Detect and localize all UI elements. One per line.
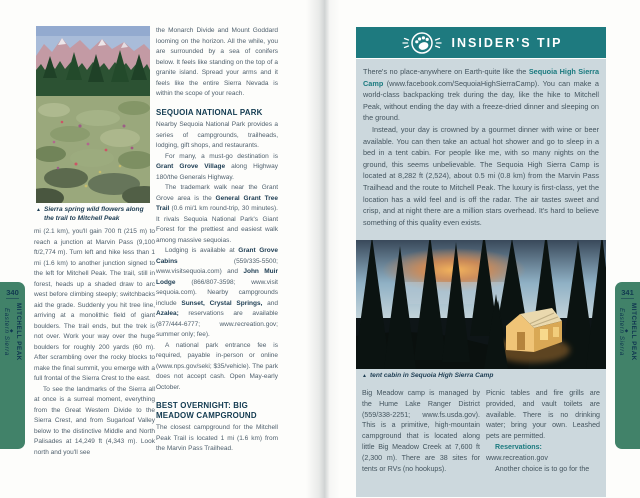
tip-bottom-left-column bbox=[362, 388, 480, 474]
text-run: (0.6 mi/1 km round-trip, 30 minutes). It rivals Sequoia National Park's Giant Forest for the prettiest and easiest walk among massive sequoias. bbox=[156, 205, 278, 244]
text-run: Instead, your day is crowned by a gourmet dinner with wine or beer available. You can then take an actual hot shower and go to sleep in a bed in a tent cabin. For people like me, with so many nights on the ground, this seems unbelievable. The Sequoia High Sierra Camp is located at 8,282 ft (2,524), about 0.5 mi (0.8 km) from the Marvin Pass Trailhead and the route to Mitchell Peak. The luxury is first-class, yet the location has a wild feel and is off the radar. The air tastes sweet and crisp, and at night there are a million stars overhead. It's hard to believe something of this quality even exists. bbox=[363, 124, 599, 227]
bold-term: Grant Grove Village bbox=[156, 163, 226, 170]
text-run: (www.facebook.com/SequoiaHighSierraCamp). You can make a world-class backpacking trek during the day, like the hike to Mitchell Peak, without ending the day with a freeze-dried dinner and sleeping on the ground. bbox=[363, 78, 599, 123]
bold-term: Sunset, Crystal Springs, bbox=[181, 299, 263, 307]
tip-intro-text bbox=[363, 66, 599, 228]
caption-triangle-icon: ▲ bbox=[36, 207, 41, 213]
text-run: Nearby Sequoia National Park provides a series of campgrounds, trailheads, lodging, gift shops, and restaurants. bbox=[156, 121, 278, 149]
text-run: There's no place-anywhere on Earth-quite like the bbox=[363, 67, 529, 76]
page-number-341: 341 bbox=[621, 282, 634, 299]
tent-cabin-photo bbox=[356, 240, 606, 369]
text-run: Lodging is available at bbox=[165, 247, 239, 254]
text-run: The closest campground for the Mitchell Peak Trail is located 1 mi (1.6 km) from the Marvin Pass Trailhead. bbox=[156, 424, 278, 452]
body-paragraph bbox=[362, 388, 480, 474]
text-run: along Highway 180/the Generals Highway. bbox=[156, 163, 278, 181]
section-heading: BEST OVERNIGHT: BIG MEADOW CAMPGROUND bbox=[156, 401, 257, 420]
text-run: www.recreation.gov bbox=[486, 453, 548, 462]
bold-term: Reservations: bbox=[495, 442, 542, 451]
body-paragraph bbox=[486, 464, 600, 475]
right-tab-vertical-label bbox=[618, 303, 637, 361]
left-photo-caption bbox=[36, 206, 148, 223]
text-run: Another choice is to go for the bbox=[495, 464, 590, 473]
text-run: A national park entrance fee is required, payable in-person or online (www.nps.gov/seki; $35/vehicle). The park does not accept cash. Open May-early October. bbox=[156, 341, 278, 391]
bold-term: Grant Grove Cabins bbox=[156, 247, 278, 265]
body-paragraph bbox=[156, 341, 278, 394]
body-paragraph bbox=[363, 124, 599, 228]
tab-chapter-title: MITCHELL PEAK bbox=[630, 303, 637, 361]
bold-term: Azalea; bbox=[156, 310, 179, 317]
body-paragraph bbox=[156, 26, 278, 100]
caption-triangle-icon: ▲ bbox=[362, 373, 367, 379]
text-run: reservations are available (877/444-6777; www.recreation.gov; summer only; fee). bbox=[156, 310, 278, 338]
tip-bottom-right-column bbox=[486, 388, 600, 474]
body-paragraph bbox=[34, 227, 155, 385]
section-heading: SEQUOIA NATIONAL PARK bbox=[156, 107, 263, 117]
text-run: and bbox=[262, 299, 278, 307]
body-paragraph bbox=[156, 120, 278, 152]
body-paragraph bbox=[156, 423, 278, 455]
body-paragraph bbox=[156, 246, 278, 341]
text-run: mi (2.1 km), you'll gain 700 ft (215 m) to reach a junction at Marvin Pass (9,100 ft/2,774 m). Turn left and hike less than 1 mi (1.6 km) to another junction signed to the left for Mitchell Peak. The trail, still in forest, heads up a shaded draw to arc west before climbing steeply; switchbacks aid the grade. Suddenly you hit tree line, arriving at a monolithic field of giant boulders. The trail ends, but the trek is not over. Work your way over the huge boulders for roughly 200 yards (60 m). After scrambling over the rocky blocks to make the final summit, you emerge with a full frontal of the Sierra Crest to the east. bbox=[34, 228, 155, 382]
tab-separator-icon: ◆ bbox=[10, 329, 15, 335]
left-photo-caption-text: Sierra spring wild flowers along the trail to Mitchell Peak bbox=[43, 206, 144, 222]
insiders-tip-box bbox=[356, 59, 606, 497]
text-run: To see the landmarks of the Sierra all at once is a surreal moment, everything from the Great Western Divide to the Sierra Crest, and from Sugarloaf Valley below to the distinctive Middle and North Palisades at 14,249 ft (4,343 m). Look north and you'll see bbox=[34, 385, 155, 456]
text-run: Picnic tables and fire grills are provided, and vault toilets are available. There is no drinking water; bring your own. Leashed pets are permitted. bbox=[486, 389, 600, 441]
text-run: (559/335-5500; www.visitsequoia.com) and bbox=[156, 257, 278, 275]
body-paragraph bbox=[156, 183, 278, 246]
body-paragraph bbox=[363, 66, 599, 124]
page-number-340: 340 bbox=[6, 282, 19, 299]
body-paragraph bbox=[156, 152, 278, 184]
right-margin-tab bbox=[615, 282, 640, 449]
left-margin-tab bbox=[0, 282, 25, 449]
page-fold-shadow bbox=[306, 0, 340, 498]
text-run: Big Meadow camp is managed by the Hume Lake Ranger District (559/338-2251; www.fs.usda.gov). This is a primitive, high-mountain campground that is located along little Big Meadow Creek at 7,600 ft (2,300 m). There are 38 sites for tents or RVs (no hookups). bbox=[362, 389, 480, 473]
text-run: the Monarch Divide and Mount Goddard looming on the horizon. All the while, you are surrounded by a sea of conifers below. It feels like standing on the top of a granite island. Spread your arms and it feels like the entire Sierra Nevada is within the scope of your reach. bbox=[156, 27, 278, 97]
wildflower-meadow-photo bbox=[36, 26, 150, 203]
tab-region-subtitle: Eastern Sierra bbox=[618, 307, 625, 356]
insiders-tip-banner bbox=[356, 27, 606, 58]
body-paragraph bbox=[486, 442, 600, 464]
tab-chapter-title: MITCHELL PEAK bbox=[15, 303, 22, 361]
text-run: For many, a must-go destination is bbox=[165, 152, 278, 160]
right-photo-caption bbox=[362, 372, 600, 381]
bold-term: John Muir Lodge bbox=[156, 268, 278, 286]
left-page-column-2 bbox=[156, 26, 278, 455]
text-run: The trademark walk near the Grant Grove area is the bbox=[156, 184, 278, 202]
right-photo-caption-text: tent cabin in Sequoia High Sierra Camp bbox=[369, 372, 494, 379]
left-tab-vertical-label bbox=[3, 303, 22, 361]
tab-separator-icon: ◆ bbox=[625, 329, 630, 335]
text-run: (866/807-3598; www.visit sequoia.com). Nearby campgrounds include bbox=[156, 278, 278, 307]
body-paragraph bbox=[486, 388, 600, 442]
bold-term: General Grant Tree Trail bbox=[156, 194, 278, 212]
tab-region-subtitle: Eastern Sierra bbox=[3, 307, 10, 356]
body-paragraph bbox=[34, 385, 155, 459]
bold-term: Sequoia High Sierra Camp bbox=[363, 67, 600, 88]
insiders-tip-label: INSIDER'S TIP bbox=[451, 35, 563, 50]
bear-paw-icon bbox=[400, 30, 444, 56]
left-page-column-1 bbox=[34, 227, 155, 458]
